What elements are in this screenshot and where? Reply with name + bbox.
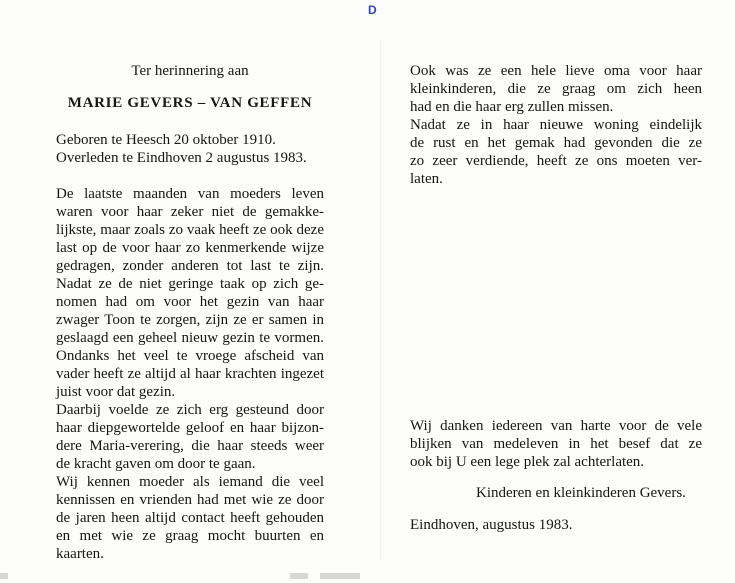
place-and-date: Eindhoven, augustus 1983. (410, 517, 573, 533)
text-line: de rust en het gemak had gevonden die ze (410, 135, 702, 151)
card-fold-line (380, 40, 381, 560)
death-line: Overleden te Eindhoven 2 augustus 1983. (56, 150, 307, 166)
text-line: Nadat ze in haar nieuwe woning eindelijk (410, 117, 702, 133)
text-line: en met wie ze graag mocht buurten en (56, 528, 324, 544)
text-line: zo zeer verdiende, heeft ze ons moeten ver- (410, 153, 702, 169)
text-line: nomen had om voor het gezin van haar (56, 294, 324, 310)
text-line: Wij kennen moeder als iemand die veel (56, 474, 324, 490)
text-line: vader heeft ze altijd al haar krachten ingezet (56, 366, 324, 382)
card-heading: Ter herinnering aan (131, 63, 249, 79)
edge-mark (0, 573, 8, 579)
family-signature: Kinderen en kleinkinderen Gevers. (476, 485, 686, 501)
text-line: juist voor dat gezin. (56, 384, 176, 400)
text-line: ook bij U een lege plek zal achterlaten. (410, 454, 645, 470)
life-dates (56, 131, 324, 167)
text-line: blijken van medeleven in het besef dat ze (410, 436, 702, 452)
text-line: Wij danken iedereen van harte voor de vele (410, 418, 702, 434)
right-column (410, 62, 702, 188)
left-column (56, 62, 324, 563)
text-line: Ook was ze een hele lieve oma voor haar (410, 63, 702, 79)
right-body-text (410, 62, 702, 188)
stamp-mark: D (368, 3, 377, 17)
text-line: dere Maria-verering, die haar steeds weer (56, 438, 324, 454)
text-line: Daarbij voelde ze zich erg gesteund door (56, 402, 324, 418)
thanks-paragraph (410, 417, 702, 471)
edge-mark (290, 573, 308, 579)
left-body-text (56, 185, 324, 563)
text-line: kleinkinderen, die ze graag om zich heen (410, 81, 702, 97)
text-line: de jaren heen altijd contact heeft gehouden (56, 510, 324, 526)
text-line: de kracht gaven om door te gaan. (56, 456, 256, 472)
text-line: had en die haar erg zullen missen. (410, 99, 614, 115)
edge-mark (320, 573, 360, 579)
text-line: De laatste maanden van moeders leven (56, 186, 324, 202)
text-line: gedragen, zonder anderen tot last te zijn. (56, 258, 324, 274)
text-line: haar diepgewortelde geloof en haar bijzon- (56, 420, 324, 436)
text-line: laten. (410, 171, 443, 187)
text-line: zwager Toon te zorgen, zijn ze er samen in (56, 312, 324, 328)
text-line: last op de voor haar zo kenmerkende wijze (56, 240, 324, 256)
text-line: kaarten. (56, 546, 104, 562)
deceased-name: MARIE GEVERS – VAN GEFFEN (67, 95, 313, 111)
text-line: waren voor haar zeker niet de gemakke- (56, 204, 324, 220)
text-line: kennissen en vrienden had met wie ze door (56, 492, 324, 508)
text-line: Ondanks het veel te vroege afscheid van (56, 348, 324, 364)
text-line: Nadat ze de niet geringe taak op zich ge- (56, 276, 324, 292)
text-line: geslaagd een geheel nieuw gezin te vormen. (56, 330, 324, 346)
text-line: lijkste, maar zoals zo vaak heeft ze ook deze (56, 222, 324, 238)
birth-line: Geboren te Heesch 20 oktober 1910. (56, 132, 276, 148)
